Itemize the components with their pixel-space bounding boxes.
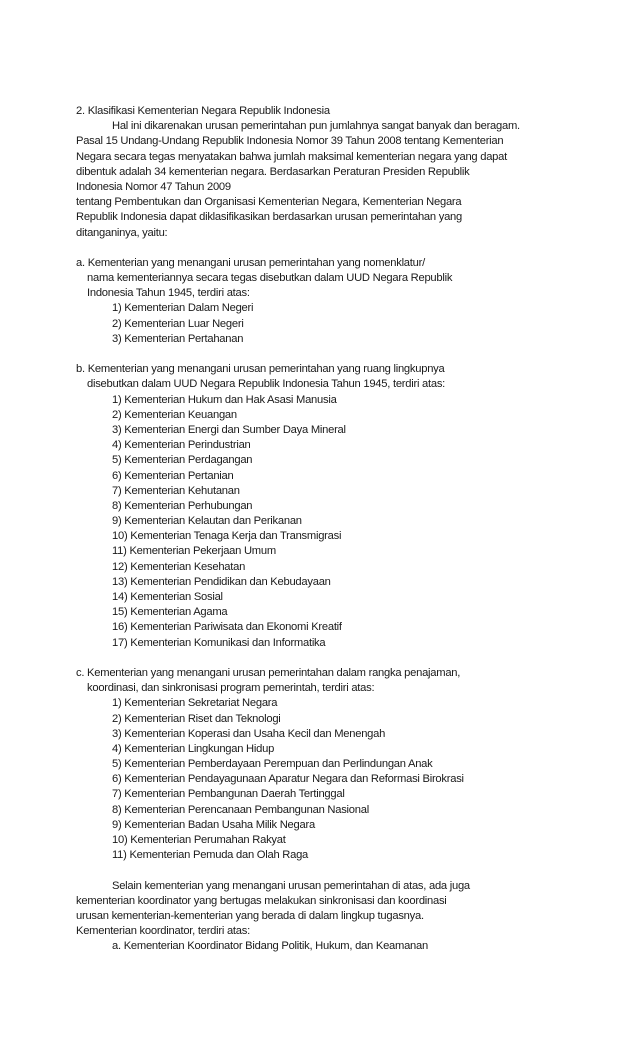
- list-item: 5) Kementerian Pemberdayaan Perempuan dan Perlindungan Anak: [112, 758, 433, 771]
- list-item: 12) Kementerian Kesehatan: [112, 560, 246, 573]
- spacer: [76, 347, 576, 362]
- list-item: 7) Kementerian Kehutanan: [112, 484, 240, 497]
- section-a-lead: a. Kementerian yang menangani urusan pemerintahan yang nomenklatur/: [76, 256, 425, 269]
- list-item: 9) Kementerian Badan Usaha Milik Negara: [112, 818, 315, 831]
- list-item: 1) Kementerian Dalam Negeri: [112, 302, 254, 315]
- section-b: [76, 362, 576, 651]
- list-item: 9) Kementerian Kelautan dan Perikanan: [112, 515, 302, 528]
- intro-line: Hal ini dikarenakan urusan pemerintahan pun jumlahnya sangat banyak dan beragam.: [112, 120, 520, 133]
- intro-line: ditanganinya, yaitu:: [76, 226, 168, 239]
- intro-line: dibentuk adalah 34 kementerian negara. Berdasarkan Peraturan Presiden Republik: [76, 165, 470, 178]
- list-item: 6) Kementerian Pendayagunaan Aparatur Negara dan Reformasi Birokrasi: [112, 773, 464, 786]
- closing-line: urusan kementerian-kementerian yang berada di dalam lingkup tugasnya.: [76, 909, 424, 922]
- list-item: 15) Kementerian Agama: [112, 606, 228, 619]
- section-a: [76, 256, 576, 347]
- list-item: 16) Kementerian Pariwisata dan Ekonomi Kreatif: [112, 621, 342, 634]
- closing-paragraph: [76, 879, 576, 955]
- section-b-lead: b. Kementerian yang menangani urusan pemerintahan yang ruang lingkupnya: [76, 363, 445, 376]
- intro-line: tentang Pembentukan dan Organisasi Kementerian Negara, Kementerian Negara: [76, 196, 462, 209]
- closing-line: a. Kementerian Koordinator Bidang Politik, Hukum, dan Keamanan: [112, 940, 428, 953]
- list-item: 7) Kementerian Pembangunan Daerah Tertinggal: [112, 788, 345, 801]
- list-item: 13) Kementerian Pendidikan dan Kebudayaan: [112, 575, 331, 588]
- spacer: [76, 651, 576, 666]
- intro-paragraph: [76, 119, 576, 241]
- list-item: 3) Kementerian Koperasi dan Usaha Kecil dan Menengah: [112, 727, 386, 740]
- list-item: 14) Kementerian Sosial: [112, 591, 223, 603]
- list-item: 11) Kementerian Pemuda dan Olah Raga: [112, 849, 309, 862]
- intro-line: Pasal 15 Undang-Undang Republik Indonesia Nomor 39 Tahun 2008 tentang Kementerian: [76, 135, 504, 148]
- section-c-lead: c. Kementerian yang menangani urusan pemerintahan dalam rangka penajaman,: [76, 666, 461, 679]
- list-item: 11) Kementerian Pekerjaan Umum: [112, 545, 276, 558]
- section-b-lead: disebutkan dalam UUD Negara Republik Indonesia Tahun 1945, terdiri atas:: [87, 378, 446, 391]
- section-heading: 2. Klasifikasi Kementerian Negara Republik Indonesia: [76, 105, 330, 117]
- section-c: [76, 666, 576, 863]
- list-item: 3) Kementerian Energi dan Sumber Daya Mineral: [112, 423, 346, 436]
- document-body: [76, 104, 576, 955]
- section-a-lead: nama kementeriannya secara tegas disebutkan dalam UUD Negara Republik: [87, 272, 453, 285]
- closing-line: Selain kementerian yang menangani urusan pemerintahan di atas, ada juga: [112, 879, 470, 892]
- spacer: [76, 863, 576, 878]
- section-c-lead: koordinasi, dan sinkronisasi program pemerintah, terdiri atas:: [87, 682, 375, 695]
- list-item: 2) Kementerian Luar Negeri: [112, 317, 244, 330]
- intro-line: Indonesia Nomor 47 Tahun 2009: [76, 180, 231, 193]
- list-item: 4) Kementerian Lingkungan Hidup: [112, 742, 275, 755]
- list-item: 4) Kementerian Perindustrian: [112, 439, 251, 452]
- closing-line: Kementerian koordinator, terdiri atas:: [76, 925, 250, 938]
- list-item: 6) Kementerian Pertanian: [112, 469, 234, 482]
- list-item: 17) Kementerian Komunikasi dan Informatika: [112, 636, 326, 649]
- list-item: 3) Kementerian Pertahanan: [112, 332, 244, 345]
- closing-line: kementerian koordinator yang bertugas melakukan sinkronisasi dan koordinasi: [76, 894, 447, 907]
- list-item: 10) Kementerian Perumahan Rakyat: [112, 834, 286, 846]
- section-a-lead: Indonesia Tahun 1945, terdiri atas:: [87, 287, 250, 300]
- list-item: 2) Kementerian Keuangan: [112, 408, 237, 421]
- list-item: 1) Kementerian Sekretariat Negara: [112, 697, 278, 710]
- list-item: 2) Kementerian Riset dan Teknologi: [112, 712, 281, 725]
- intro-line: Negara secara tegas menyatakan bahwa jumlah maksimal kementerian negara yang dapat: [76, 150, 507, 163]
- list-item: 8) Kementerian Perencanaan Pembangunan Nasional: [112, 803, 369, 816]
- list-item: 10) Kementerian Tenaga Kerja dan Transmigrasi: [112, 530, 342, 543]
- intro-line: Republik Indonesia dapat diklasifikasikan berdasarkan urusan pemerintahan yang: [76, 211, 462, 224]
- list-item: 5) Kementerian Perdagangan: [112, 454, 253, 467]
- list-item: 8) Kementerian Perhubungan: [112, 499, 253, 512]
- list-item: 1) Kementerian Hukum dan Hak Asasi Manusia: [112, 393, 337, 406]
- spacer: [76, 241, 576, 256]
